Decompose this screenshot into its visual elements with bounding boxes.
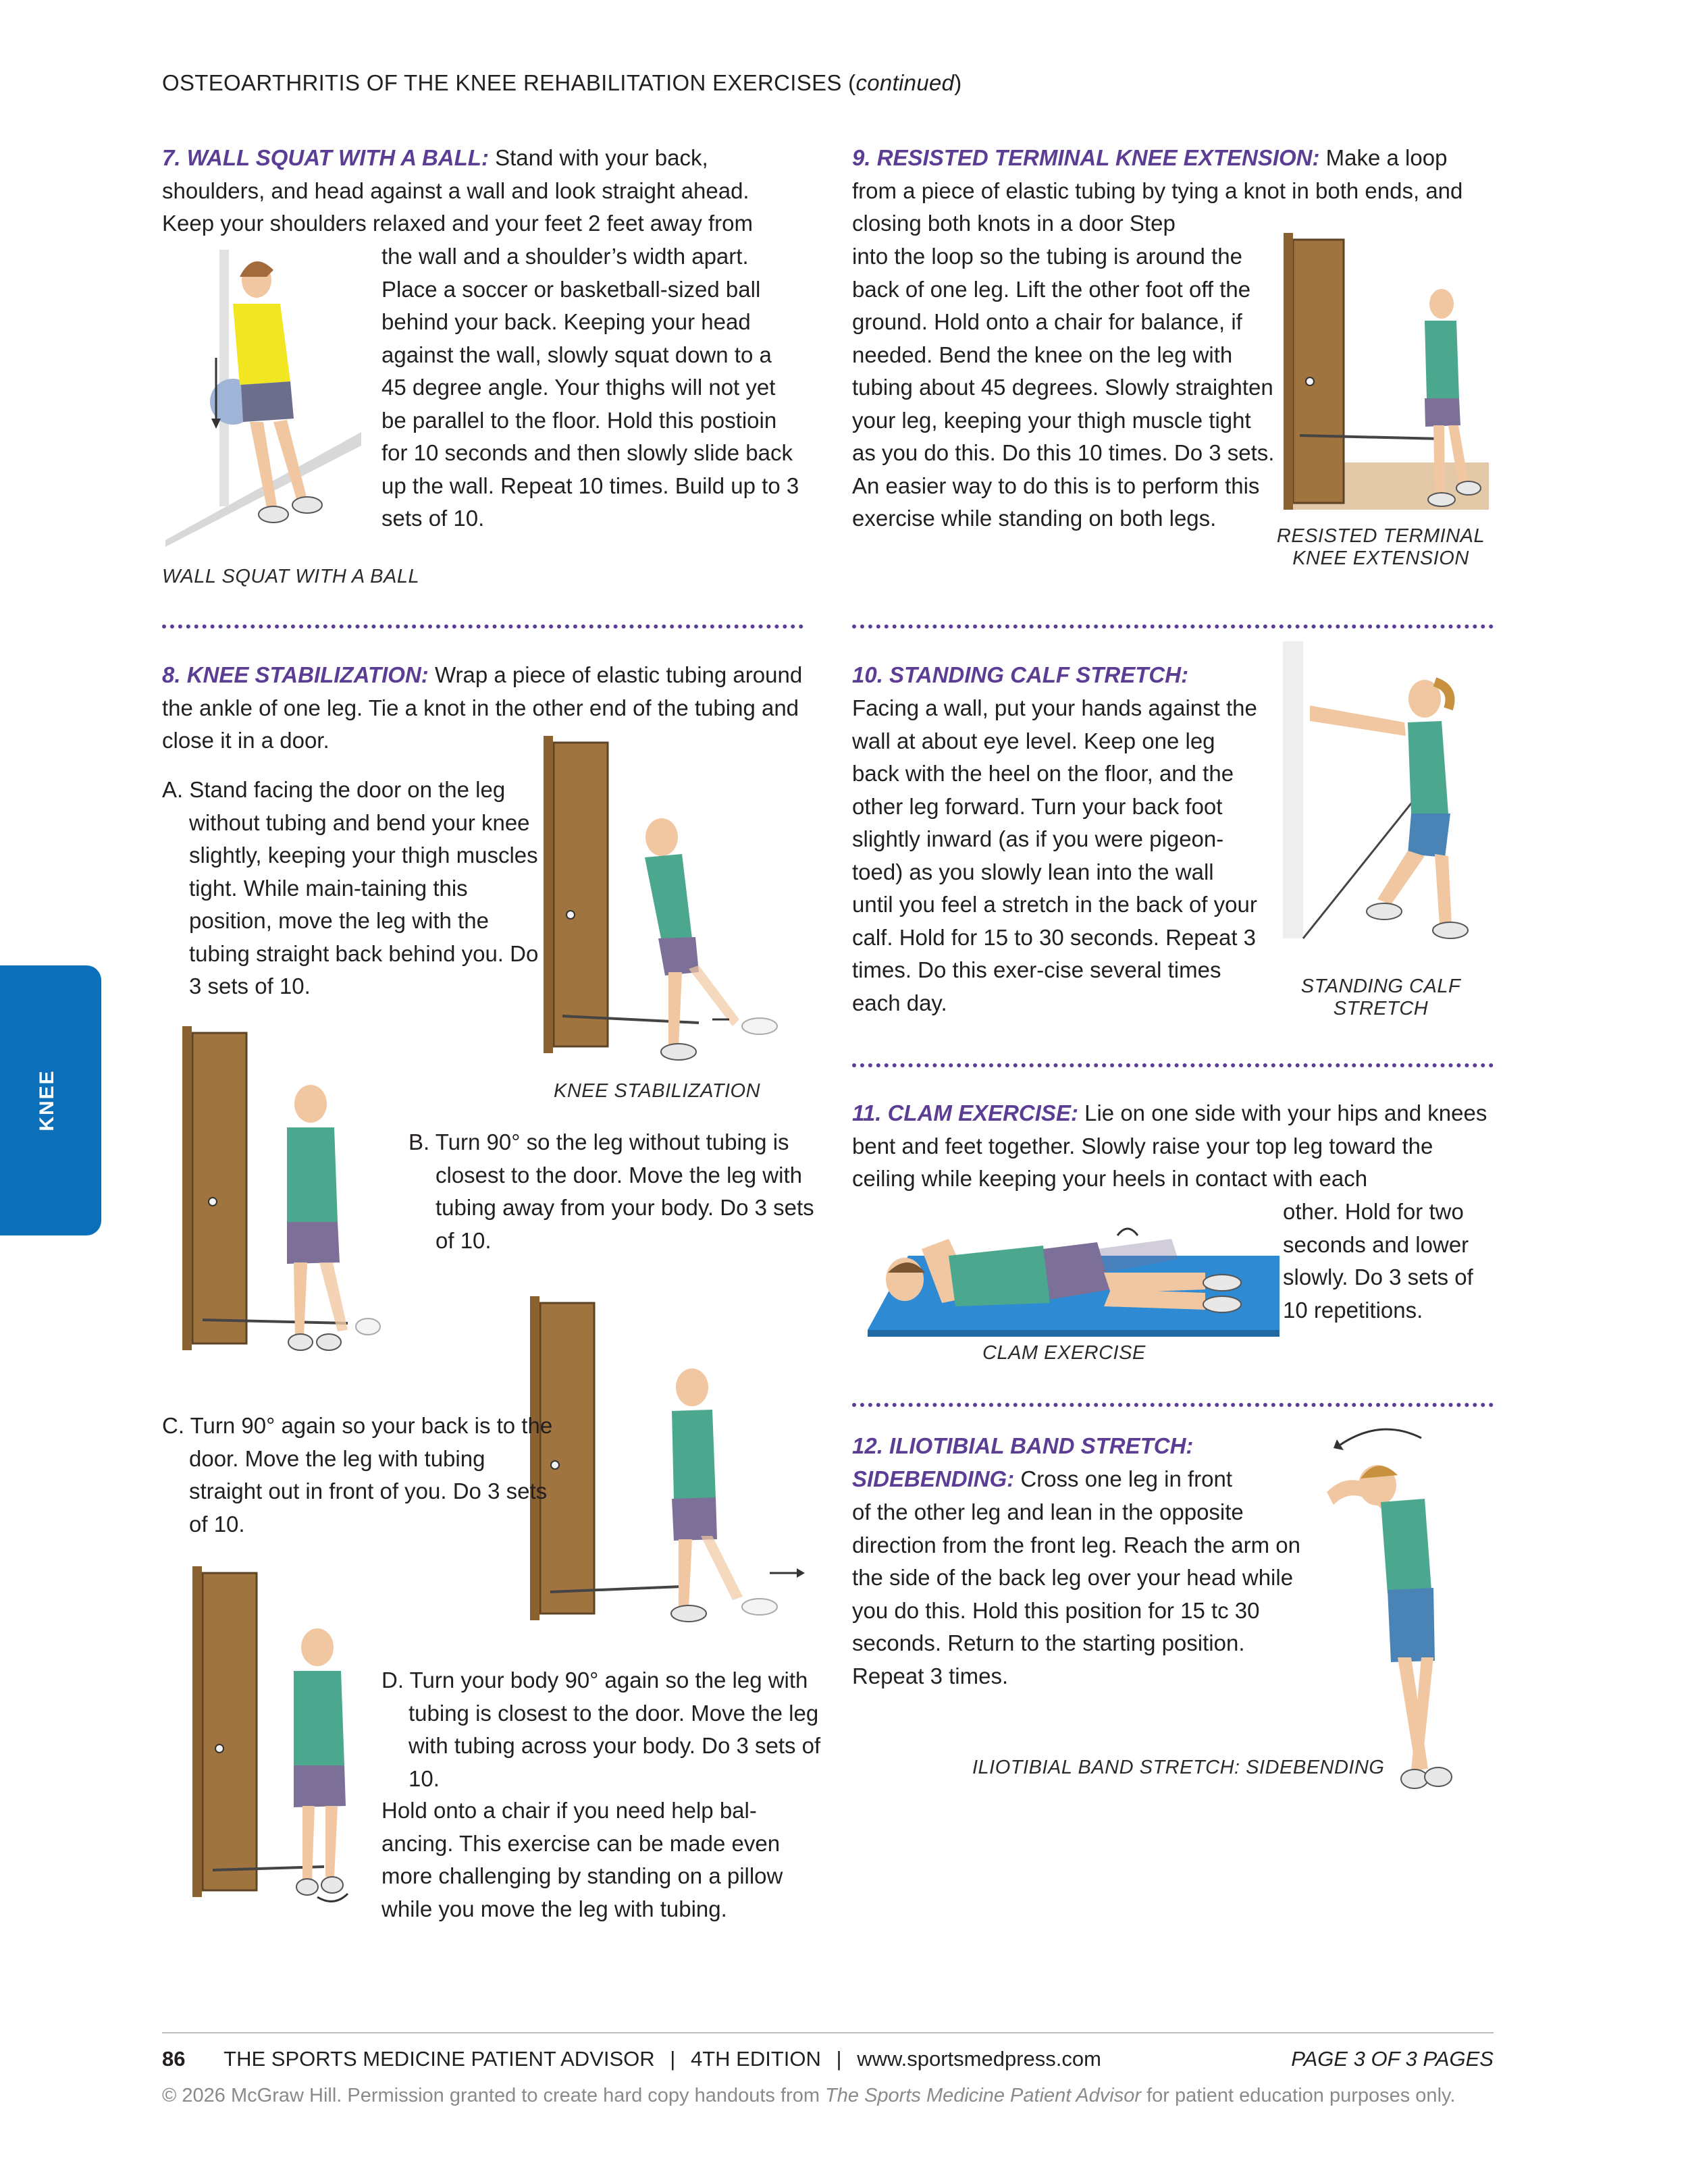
- knee-stabilization-a-illustration: [537, 736, 800, 1073]
- ex7-intro: [162, 142, 803, 240]
- wall-squat-illustration: [165, 250, 361, 547]
- divider-right-3: [852, 1403, 1494, 1407]
- resisted-terminal-knee-extension-illustration: [1280, 233, 1489, 516]
- divider-right-1: [852, 624, 1494, 629]
- ex7-text-rest: the wall and a shoulder’s width apart. Place a soccer or basketball-sized ball behind your back. Keeping your head against the wall, slowly squat down to a 45 degree angle. Your thighs will not yet be parallel to the floor. Hold this postioin for 10 seconds and then slowly slide back up the wall. Repeat 10 times. Build up to 3 sets of 10.: [381, 244, 799, 531]
- standing-calf-stretch-illustration: [1283, 641, 1492, 938]
- ex12-title-2: SIDEBENDING:: [852, 1466, 1015, 1491]
- ex12-line2: [852, 1463, 1284, 1496]
- ex11-intro: Lie on one side with your hips and knees bent and feet together. Slowly raise your top leg toward the ceiling while keeping your heels in contact with each: [852, 1100, 1487, 1191]
- ex10-caption: [1269, 976, 1492, 1020]
- section-tab-label: KNEE: [36, 1069, 58, 1131]
- copyright-book: The Sports Medicine Patient Advisor: [825, 2085, 1142, 2106]
- header-continued: continued: [855, 70, 955, 95]
- page-header: OSTEOARTHRITIS OF THE KNEE REHABILITATION EXERCISES (continued): [162, 70, 962, 95]
- ex12-title-1: 12. ILIOTIBIAL BAND STRETCH:: [852, 1433, 1194, 1458]
- ex8-caption: KNEE STABILIZATION: [554, 1080, 761, 1102]
- ex8-intro: Wrap a piece of elastic tubing around the ankle of one leg. Tie a knot in the other end of the tubing and close it in a door.: [162, 662, 803, 753]
- ex9-intro: Make a loop from a piece of elastic tubing by tying a knot in both ends, and closing both knots in a door Step: [852, 145, 1463, 236]
- ex10-caption-line1: STANDING CALF: [1300, 976, 1461, 997]
- ex7-text-intro: Stand with your back, shoulders, and head against a wall and look straight ahead. Keep your shoulders relaxed and your feet 2 feet away from: [162, 145, 753, 236]
- ex8-step-d: D. Turn your body 90° again so the leg with tubing is closest to the door. Move the leg with tubing across your body. Do 3 sets of 10.: [381, 1668, 821, 1791]
- ex10-title: 10. STANDING CALF STRETCH:: [852, 662, 1189, 687]
- footer-page-number: 86: [162, 2047, 186, 2071]
- ex12-caption: ILIOTIBIAL BAND STRETCH: SIDEBENDING: [972, 1757, 1385, 1778]
- divider-left-1: [162, 624, 803, 629]
- ex7-title: 7. WALL SQUAT WITH A BALL:: [162, 145, 489, 170]
- ex9-caption-line2: KNEE EXTENSION: [1292, 548, 1469, 569]
- ex9-intro-block: [852, 142, 1494, 240]
- footer-book-title: THE SPORTS MEDICINE PATIENT ADVISOR: [223, 2047, 655, 2071]
- header-title: OSTEOARTHRITIS OF THE KNEE REHABILITATION EXERCISES: [162, 70, 842, 95]
- footer-url[interactable]: www.sportsmedpress.com: [857, 2047, 1101, 2071]
- copyright-line: [162, 2085, 1455, 2107]
- ex9-text-rest: into the loop so the tubing is around the back of one leg. Lift the other foot off the ground. Hold onto a chair for balance, if needed. Bend the knee on the leg with tubing about 45 degrees. Slowly straighten your leg, keeping your thigh muscle tight as you do this. Do this 10 times. Do 3 sets. An easier way to do this is to perform this exercise while standing on both legs.: [852, 244, 1275, 531]
- footer-edition: 4TH EDITION: [690, 2047, 821, 2071]
- ex11-intro-block: [852, 1097, 1494, 1196]
- ex9-caption: [1269, 525, 1492, 570]
- ex12-text-1: Cross one leg in front: [1020, 1466, 1233, 1491]
- ex11-text-rest: other. Hold for two seconds and lower slowly. Do 3 sets of 10 repetitions.: [1283, 1199, 1473, 1323]
- ex9-title: 9. RESISTED TERMINAL KNEE EXTENSION:: [852, 145, 1320, 170]
- ex11-caption: CLAM EXERCISE: [982, 1342, 1146, 1364]
- iliotibial-band-stretch-illustration: [1313, 1418, 1496, 1796]
- ex7-caption: WALL SQUAT WITH A BALL: [162, 566, 420, 587]
- clam-exercise-illustration: [854, 1208, 1280, 1343]
- ex8-title: 8. KNEE STABILIZATION:: [162, 662, 429, 687]
- ex10-text: Facing a wall, put your hands against the wall at about eye level. Keep one leg back with the heel on the floor, and the other leg forward. Turn your back foot slightly inward (as if you were pigeon-toed) as you slowly lean into the wall until you feel a stretch in the back of your calf. Hold for 15 to 30 seconds. Repeat 3 times. Do this exer-cise several times each day.: [852, 695, 1257, 1015]
- ex10-caption-line2: STRETCH: [1333, 998, 1429, 1019]
- ex8-step-c: C. Turn 90° again so your back is to the door. Move the leg with tubing straight out in front of you. Do 3 sets of 10.: [162, 1413, 553, 1537]
- ex8-step-b: B. Turn 90° so the leg without tubing is closest to the door. Move the leg with tubing away from your body. Do 3 sets of 10.: [408, 1129, 814, 1253]
- copyright-post: for patient education purposes only.: [1146, 2085, 1456, 2106]
- ex9-caption-line1: RESISTED TERMINAL: [1276, 525, 1485, 547]
- ex8-note: Hold onto a chair if you need help bal-ancing. This exercise can be made even more challenging by standing on a pillow while you move the leg with tubing.: [381, 1798, 783, 1921]
- ex8-step-a: A. Stand facing the door on the leg without tubing and bend your knee slightly, keeping your thigh muscles tight. While main-taining this position, move the leg with the tubing straight back behind you. Do 3 sets of 10.: [162, 777, 539, 998]
- footer-page-of: PAGE 3 OF 3 PAGES: [1291, 2047, 1494, 2071]
- ex12-text-rest: of the other leg and lean in the opposite direction from the front leg. Reach the arm on the side of the back leg over your head while you do this. Hold this position for 15 tc 30 seconds. Return to the starting position. Repeat 3 times.: [852, 1499, 1300, 1688]
- knee-stabilization-b-illustration: [165, 1019, 398, 1364]
- footer-line: 86 THE SPORTS MEDICINE PATIENT ADVISOR | 4TH EDITION | www.sportsmedpress.com: [162, 2047, 1101, 2071]
- knee-stabilization-c-illustration: [527, 1289, 810, 1627]
- ex11-title: 11. CLAM EXERCISE:: [852, 1100, 1078, 1125]
- footer-rule: [162, 2032, 1494, 2033]
- knee-stabilization-d-illustration: [182, 1560, 385, 1911]
- divider-right-2: [852, 1063, 1494, 1067]
- copyright-pre: © 2026 McGraw Hill. Permission granted to create hard copy handouts from: [162, 2085, 820, 2106]
